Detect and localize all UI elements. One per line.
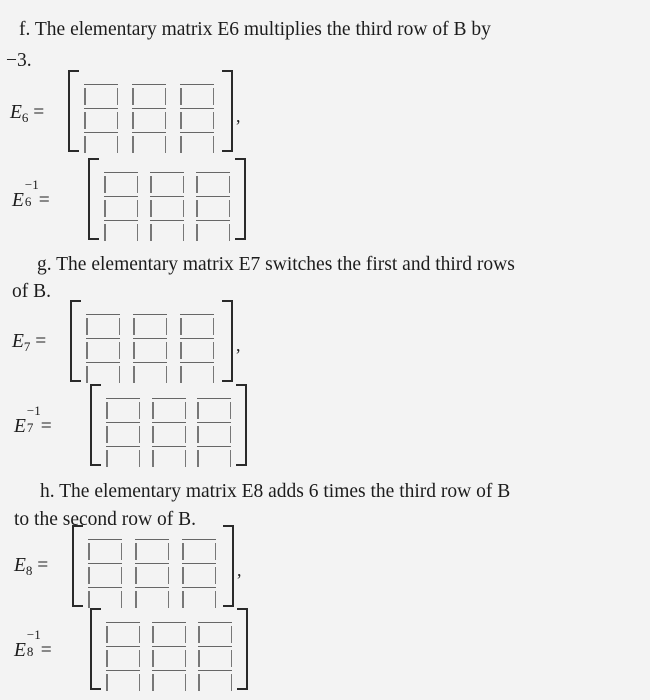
matrix-e7-inverse-cell[interactable] [152, 446, 186, 467]
matrix-e7-inverse-cell[interactable] [106, 398, 140, 419]
matrix-e6-inverse-cell[interactable] [196, 196, 230, 217]
matrix-e8-inverse-cell[interactable] [198, 622, 232, 643]
label-e6-inverse: E −1 6 = [12, 177, 50, 211]
matrix-e7-cell[interactable] [133, 338, 167, 359]
matrix-e8-cell[interactable] [135, 587, 169, 608]
label-e7-inverse: E −1 7 = [14, 403, 52, 437]
matrix-e8-cell[interactable] [182, 587, 216, 608]
prompt-f-line1: f. The elementary matrix E6 multiplies the third row of B by [19, 19, 491, 40]
matrix-e7-cell[interactable] [86, 362, 120, 383]
matrix-e6-cell[interactable] [132, 132, 166, 153]
matrix-e8-inverse-cell[interactable] [106, 670, 140, 691]
matrix-e7-cell[interactable] [180, 362, 214, 383]
matrix-e6-cell[interactable] [132, 108, 166, 129]
label-e6: $E_6$ = [10, 102, 45, 125]
matrix-e8-cell[interactable] [182, 539, 216, 560]
matrix-e6-inverse [88, 158, 246, 240]
matrix-e6-inverse-cell[interactable] [150, 172, 184, 193]
matrix-e7-inverse-cell[interactable] [197, 422, 231, 443]
prompt-h-line1: h. The elementary matrix E8 adds 6 times the third row of B [40, 481, 511, 502]
matrix-e8-cell[interactable] [135, 563, 169, 584]
matrix-e8-inverse [90, 608, 248, 690]
matrix-e6-cell[interactable] [132, 84, 166, 105]
matrix-e8-inverse-cell[interactable] [152, 670, 186, 691]
matrix-e8-cell[interactable] [88, 563, 122, 584]
label-e8: $E_8$ = [14, 555, 49, 578]
matrix-e6-inverse-cell[interactable] [196, 172, 230, 193]
matrix-e6-cell[interactable] [180, 108, 214, 129]
matrix-e7-cell[interactable] [86, 338, 120, 359]
matrix-e8-cell[interactable] [88, 539, 122, 560]
matrix-e8-cell[interactable] [182, 563, 216, 584]
matrix-e7-inverse [90, 384, 247, 466]
matrix-e8-inverse-cell[interactable] [106, 622, 140, 643]
matrix-e8-cell[interactable] [88, 587, 122, 608]
matrix-e8-inverse-cell[interactable] [106, 646, 140, 667]
matrix-e8-inverse-cell[interactable] [152, 622, 186, 643]
matrix-e8 [72, 525, 234, 607]
matrix-e7-inverse-cell[interactable] [197, 398, 231, 419]
matrix-e7-inverse-cell[interactable] [106, 446, 140, 467]
matrix-e6-inverse-cell[interactable] [196, 220, 230, 241]
matrix-e7-cell[interactable] [133, 314, 167, 335]
matrix-e7-cell[interactable] [180, 338, 214, 359]
matrix-e8-cell[interactable] [135, 539, 169, 560]
prompt-g-line2: of B. [12, 281, 51, 302]
prompt-f-line2: −3. [6, 50, 32, 71]
label-e7: $E_7$ = [12, 331, 47, 354]
matrix-e6-inverse-cell[interactable] [150, 220, 184, 241]
matrix-e6-cell[interactable] [84, 84, 118, 105]
matrix-e6-inverse-cell[interactable] [104, 196, 138, 217]
matrix-e6-cell[interactable] [84, 108, 118, 129]
matrix-e6-inverse-cell[interactable] [104, 220, 138, 241]
matrix-e7-inverse-cell[interactable] [197, 446, 231, 467]
matrix-e8-inverse-cell[interactable] [198, 670, 232, 691]
matrix-e6-cell[interactable] [180, 132, 214, 153]
matrix-e8-inverse-cell[interactable] [152, 646, 186, 667]
matrix-e6 [68, 70, 233, 152]
matrix-e7-cell[interactable] [133, 362, 167, 383]
matrix-e7-inverse-cell[interactable] [152, 422, 186, 443]
matrix-e6-inverse-cell[interactable] [104, 172, 138, 193]
matrix-e8-inverse-cell[interactable] [198, 646, 232, 667]
matrix-e6-cell[interactable] [84, 132, 118, 153]
matrix-e7-cell[interactable] [180, 314, 214, 335]
prompt-h-line2: to the second row of B. [14, 509, 196, 530]
matrix-e7-inverse-cell[interactable] [106, 422, 140, 443]
comma: , [236, 106, 241, 126]
matrix-e6-cell[interactable] [180, 84, 214, 105]
matrix-e7-inverse-cell[interactable] [152, 398, 186, 419]
comma: , [237, 560, 242, 580]
comma: , [236, 335, 241, 355]
matrix-e7-cell[interactable] [86, 314, 120, 335]
matrix-e7 [70, 300, 233, 382]
label-e8-inverse: E −1 8 = [14, 627, 52, 661]
prompt-g-line1: g. The elementary matrix E7 switches the first and third rows [37, 254, 515, 275]
matrix-e6-inverse-cell[interactable] [150, 196, 184, 217]
